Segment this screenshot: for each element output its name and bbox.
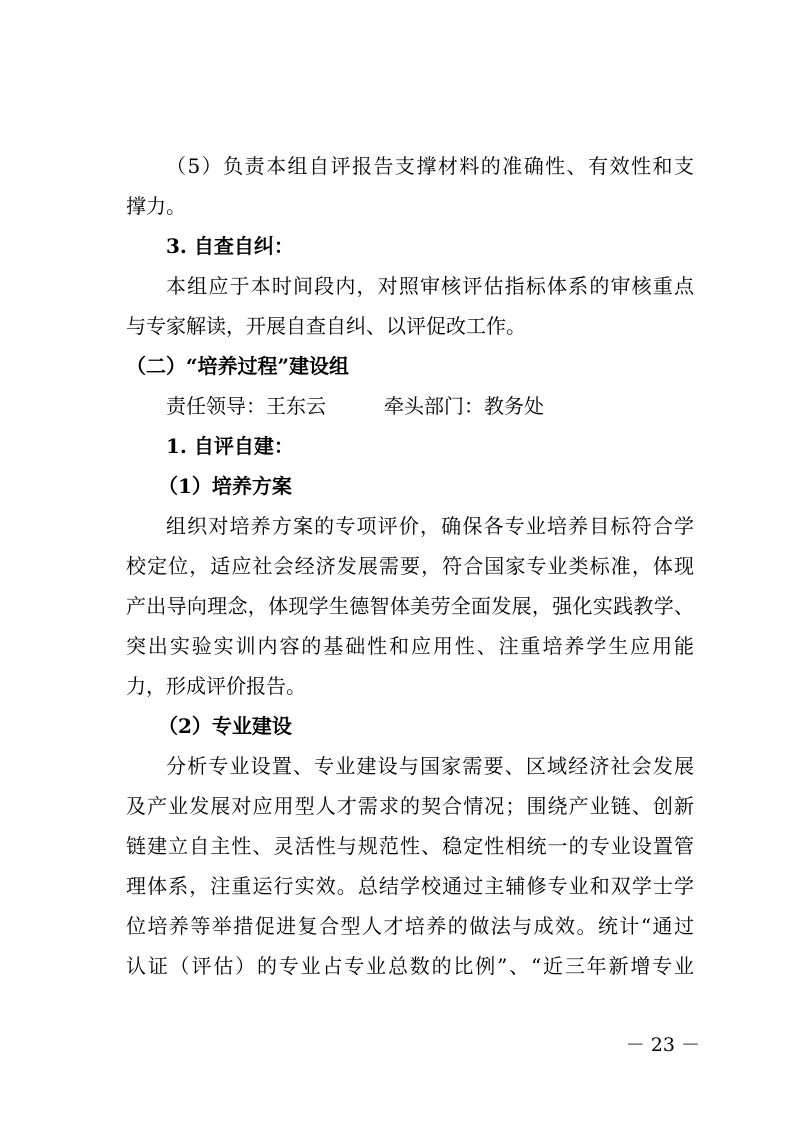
heading-text: （2）专业建设 (158, 714, 292, 738)
paragraph-line (0, 546, 792, 586)
paragraph-line (0, 666, 792, 706)
responsibility-line (0, 386, 792, 426)
subsection-heading (0, 466, 792, 506)
heading-text: （1）培养方案 (158, 474, 292, 498)
text-line: 组织对培养方案的专项评价，确保各专业培养目标符合学 (166, 514, 694, 538)
heading-text: 3. 自查自纠： (166, 234, 294, 258)
paragraph-line (0, 866, 792, 906)
paragraph-line (0, 306, 792, 346)
paragraph-line (0, 266, 792, 306)
paragraph-line (0, 906, 792, 946)
text-line: 突出实验实训内容的基础性和应用性、注重培养学生应用能 (126, 634, 694, 658)
page-number: － 23 － (625, 1034, 700, 1056)
subsection-heading (0, 706, 792, 746)
text-line: 分析专业设置、专业建设与国家需要、区域经济社会发展 (166, 754, 694, 778)
text-line: 本组应于本时间段内，对照审核评估指标体系的审核重点 (166, 274, 694, 298)
paragraph-line (0, 146, 792, 186)
text-line: 撑力。 (126, 194, 186, 218)
section-heading (0, 346, 792, 386)
lead-department: 牵头部门：教务处 (384, 394, 544, 418)
paragraph-line (0, 626, 792, 666)
paragraph-line (0, 746, 792, 786)
paragraph-line (0, 506, 792, 546)
section-heading (0, 226, 792, 266)
paragraph-line (0, 826, 792, 866)
text-line: 与专家解读，开展自查自纠、以评促改工作。 (126, 314, 526, 338)
text-line: 链建立自主性、灵活性与规范性、稳定性相统一的专业设置管 (126, 834, 694, 858)
section-heading (0, 426, 792, 466)
text-line: 位培养等举措促进复合型人才培养的做法与成效。统计“通过 (126, 914, 694, 938)
text-line: 及产业发展对应用型人才需求的契合情况；围绕产业链、创新 (126, 794, 694, 818)
paragraph-line (0, 786, 792, 826)
text-line: 力，形成评价报告。 (126, 674, 306, 698)
paragraph-line (0, 186, 792, 226)
heading-text: （二）“培养过程”建设组 (126, 354, 350, 378)
heading-text: 1. 自评自建： (166, 434, 294, 458)
text-line: 产出导向理念，体现学生德智体美劳全面发展，强化实践教学、 (126, 594, 694, 618)
responsible-leader: 责任领导：王东云 (166, 394, 326, 418)
text-line: 认证（评估）的专业占专业总数的比例”、“近三年新增专业 (126, 954, 694, 978)
paragraph-line (0, 946, 792, 986)
text-line: 校定位，适应社会经济发展需要，符合国家专业类标准，体现 (126, 554, 694, 578)
paragraph-line (0, 586, 792, 626)
text-line: （5）负责本组自评报告支撑材料的准确性、有效性和支 (166, 154, 694, 178)
text-line: 理体系，注重运行实效。总结学校通过主辅修专业和双学士学 (126, 874, 694, 898)
